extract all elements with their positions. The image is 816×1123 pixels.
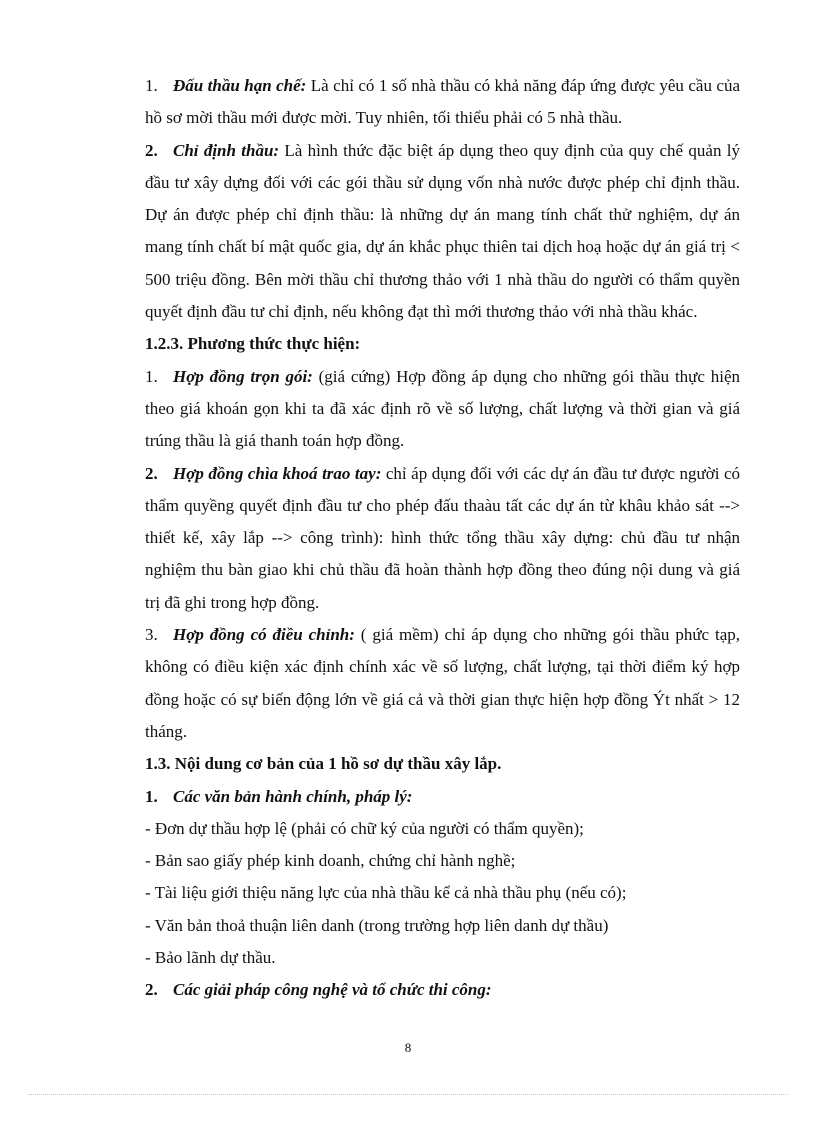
list-item: - Bảo lãnh dự thầu. xyxy=(145,948,276,968)
list-item: - Tài liệu giới thiệu năng lực của nhà thầu kể cả nhà thầu phụ (nếu có); xyxy=(145,883,627,903)
list-number: 2. xyxy=(145,140,158,160)
section-heading-noi-dung: 1.3. Nội dung cơ bản của 1 hồ sơ dự thầu xây lắp. xyxy=(145,754,502,774)
list-item: - Văn bản thoả thuận liên danh (trong trường hợp liên danh dự thầu) xyxy=(145,915,609,935)
paragraph-text: (giá cứng) Hợp đồng áp dụng cho những gói thầu thực hiện theo giá khoán gọn khi ta đã xác định rõ về số lượng, chất lượng và thời gian và giá trúng thầu là giá thanh toán hợp đồng. xyxy=(145,366,740,451)
list-number: 2. xyxy=(145,463,158,483)
page-content xyxy=(145,70,740,1007)
page-number: 8 xyxy=(404,1040,412,1055)
subsection-title: Các giải pháp công nghệ và tổ chức thi công: xyxy=(173,980,492,1000)
paragraph-hop-dong-chia-khoa xyxy=(145,458,740,619)
paragraph-hop-dong-tron-goi xyxy=(145,361,740,458)
list-number: 1. xyxy=(145,76,158,95)
paragraph-text: chỉ áp dụng đối với các dự án đầu tư được người có thẩm quyềng quyết định đầu tư cho phép đấu thaàu tất các dự án từ khâu khảo sát --> thiết kế, xây lắp --> công trình): hình thức tổng thầu xây dựng: chủ đầu tư nhận nghiệm thu bàn giao khi chủ thầu đã hoàn thành hợp đồng theo đúng nội dung và giá trị đã ghi trong hợp đồng. xyxy=(145,463,740,612)
term-dau-thau-han-che: Đấu thầu hạn chế: xyxy=(173,76,307,95)
subsection-title: Các văn bản hành chính, pháp lý: xyxy=(173,786,413,806)
section-heading-phuong-thuc: 1.2.3. Phương thức thực hiện: xyxy=(145,334,361,354)
list-item: - Đơn dự thầu hợp lệ (phải có chữ ký của người có thẩm quyền); xyxy=(145,818,584,838)
term-hop-dong-chia-khoa: Hợp đồng chìa khoá trao tay: xyxy=(173,463,382,483)
paragraph-text: ( giá mềm) chỉ áp dụng cho những gói thầu phức tạp, không có điều kiện xác định chính xác về số lượng, chất lượng, tại thời điểm ký hợp đồng hoặc có sự biến động lớn về giá cả và thời gian thực hiện hợp đồng Ýt nhất > 12 tháng. xyxy=(145,625,740,741)
footer-divider xyxy=(28,1094,788,1095)
list-number: 1. xyxy=(145,786,158,806)
subsection-giai-phap-cong-nghe xyxy=(145,974,740,1006)
list-number: 2. xyxy=(145,980,158,1000)
paragraph-text: Là hình thức đặc biệt áp dụng theo quy định của quy chế quản lý đầu tư xây dựng đối với các gói thầu sử dụng vốn nhà nước được phép chỉ định thầu. Dự án được phép chỉ định thầu: là những dự án mang tính chất thử nghiệm, dự án mang tính chất bí mật quốc gia, dự án khắc phục thiên tai dịch hoạ hoặc dự án giá trị < 500 triệu đồng. Bên mời thầu chỉ thương thảo với 1 nhà thầu do người có thẩm quyền quyết định đầu tư chỉ định, nếu không đạt thì mới thương thảo với nhà thầu khác. xyxy=(145,140,740,322)
list-item: - Bản sao giấy phép kinh doanh, chứng chỉ hành nghề; xyxy=(145,851,516,871)
paragraph-hop-dong-dieu-chinh xyxy=(145,619,740,748)
list-number: 1. xyxy=(145,366,158,386)
term-hop-dong-dieu-chinh: Hợp đồng có điều chỉnh: xyxy=(173,625,355,645)
subsection-van-ban-hanh-chinh xyxy=(145,781,740,813)
list-number: 3. xyxy=(145,625,158,645)
paragraph-chi-dinh-thau xyxy=(145,135,740,329)
paragraph-text: Là chỉ có 1 số nhà thầu có khả năng đáp ứng được yêu cầu của hồ sơ mời thầu mới được mời. Tuy nhiên, tối thiểu phải có 5 nhà thầu. xyxy=(145,76,741,128)
paragraph-dau-thau-han-che xyxy=(145,70,740,135)
term-hop-dong-tron-goi: Hợp đồng trọn gói: xyxy=(173,366,313,386)
term-chi-dinh-thau: Chỉ định thầu: xyxy=(173,140,280,160)
